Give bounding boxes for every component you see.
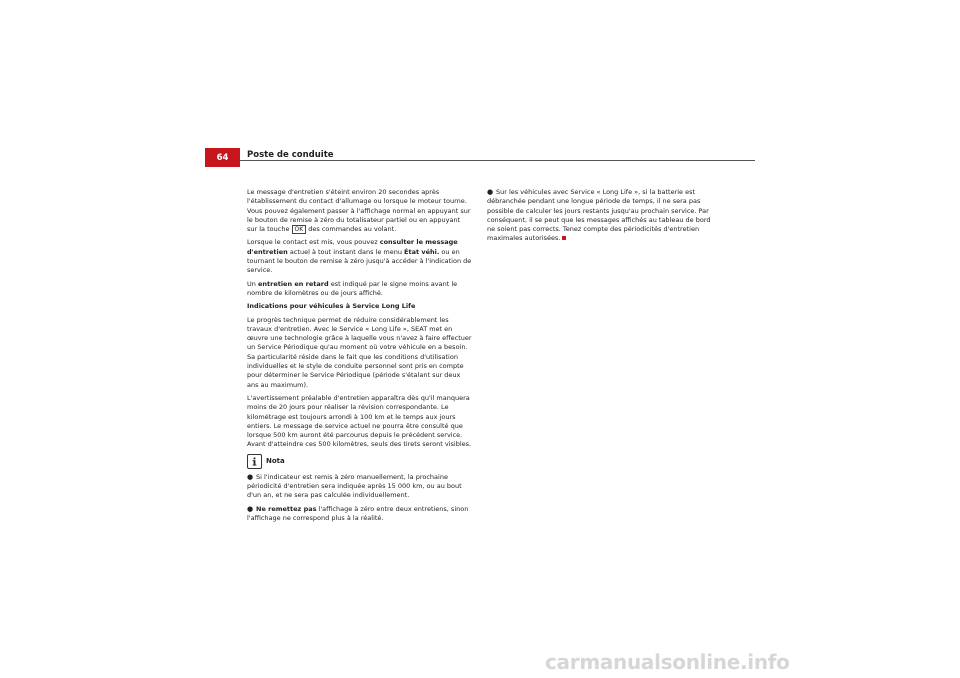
section-end-icon bbox=[562, 236, 566, 240]
paragraph-warning: L'avertissement préalable d'entretien apparaîtra dès qu'il manquera moins de 20 jours pour réaliser la révision correspondante. Le kilométrage est toujours arrondi à 100 km et le temps aux jours entiers. Le message de service actuel ne pourra être consulté que lorsque 500 km auront été parcourus depuis le précédent service. Avant d'atteindre ces 500 kilomètres, seuls des tirets seront visibles. bbox=[247, 393, 472, 449]
bullet-text: Si l'indicateur est remis à zéro manuellement, la prochaine périodicité d'entretien sera indiquée après 15 000 km, ou au bout d'un an, et ne sera pas calculée individuellement. bbox=[247, 472, 462, 500]
page-number: 64 bbox=[205, 148, 240, 167]
right-column bbox=[487, 188, 715, 248]
paragraph-consult-message bbox=[247, 238, 472, 275]
bold-term: Ne remettez pas bbox=[256, 504, 317, 513]
bullet-icon: ● bbox=[247, 472, 254, 481]
paragraph-text: Lorsque le contact est mis, vous pouvez bbox=[247, 238, 378, 247]
paragraph-text: ou en tournant le bouton de remise à zéro jusqu'à accéder à l'indication de service. bbox=[247, 247, 472, 275]
bullet-text: Sur les véhicules avec Service « Long Life », si la batterie est débranchée pendant une longue période de temps, il ne sera pas possible de calculer les jours restants jusqu'au prochain service. Par conséquent, il se peut que les messages affichés au tableau de bord ne soient pas corrects. Tenez compte des périodicités d'entretien maximales autorisées. bbox=[487, 188, 711, 243]
bold-term: entretien en retard bbox=[257, 279, 329, 288]
note-header bbox=[247, 454, 472, 469]
section-heading: Indications pour véhicules à Service Long Life bbox=[247, 302, 416, 311]
bullet-icon: ● bbox=[247, 504, 254, 513]
right-bullet bbox=[487, 188, 715, 244]
paragraph-text: Le message d'entretien s'éteint environ 20 secondes après l'établissement du contact d'allumage ou lorsque le moteur tourne. Vous pouvez également passer à l'affichage normal en appuyant sur le bouton de remise à zéro du totalisateur partiel ou en appuyant sur la touche bbox=[247, 188, 471, 234]
header-divider bbox=[240, 160, 755, 161]
left-column bbox=[247, 188, 472, 527]
bold-term: consulter le message d'entretien bbox=[247, 238, 458, 256]
paragraph-text: actuel à tout instant dans le menu bbox=[289, 247, 402, 256]
note-title: Nota bbox=[266, 456, 285, 465]
menu-name: État véhi. bbox=[404, 247, 440, 256]
paragraph-overdue bbox=[247, 280, 472, 299]
ok-key-label: OK bbox=[292, 225, 307, 234]
info-note-icon bbox=[247, 454, 262, 469]
paragraph-text: Un bbox=[247, 279, 256, 288]
paragraph-text: est indiqué par le signe moins avant le nombre de kilomètres ou de jours affiché. bbox=[247, 279, 458, 297]
bullet-icon: ● bbox=[487, 188, 494, 196]
bullet-text: l'affichage à zéro entre deux entretiens, sinon l'affichage ne correspond plus à la réalité. bbox=[247, 504, 469, 522]
note-bullet bbox=[247, 473, 472, 501]
paragraph-long-life: Le progrès technique permet de réduire considérablement les travaux d'entretien. Avec le Service « Long Life », SEAT met en œuvre une technologie grâce à laquelle vous n'avez à faire effectuer un Service Périodique qu'au moment où votre véhicule en a besoin. Sa particularité réside dans le fait que les conditions d'utilisation individuelles et le style de conduite personnel sont pris en compte pour déterminer le Service Périodique (période s'étalant sur deux ans au maximum). bbox=[247, 315, 472, 389]
paragraph-service-message bbox=[247, 188, 472, 234]
paragraph-text-end: des commandes au volant. bbox=[308, 225, 397, 234]
page-title: Poste de conduite bbox=[247, 150, 334, 160]
watermark-text: carmanualsonline.info bbox=[545, 650, 790, 674]
note-bullet bbox=[247, 505, 472, 524]
